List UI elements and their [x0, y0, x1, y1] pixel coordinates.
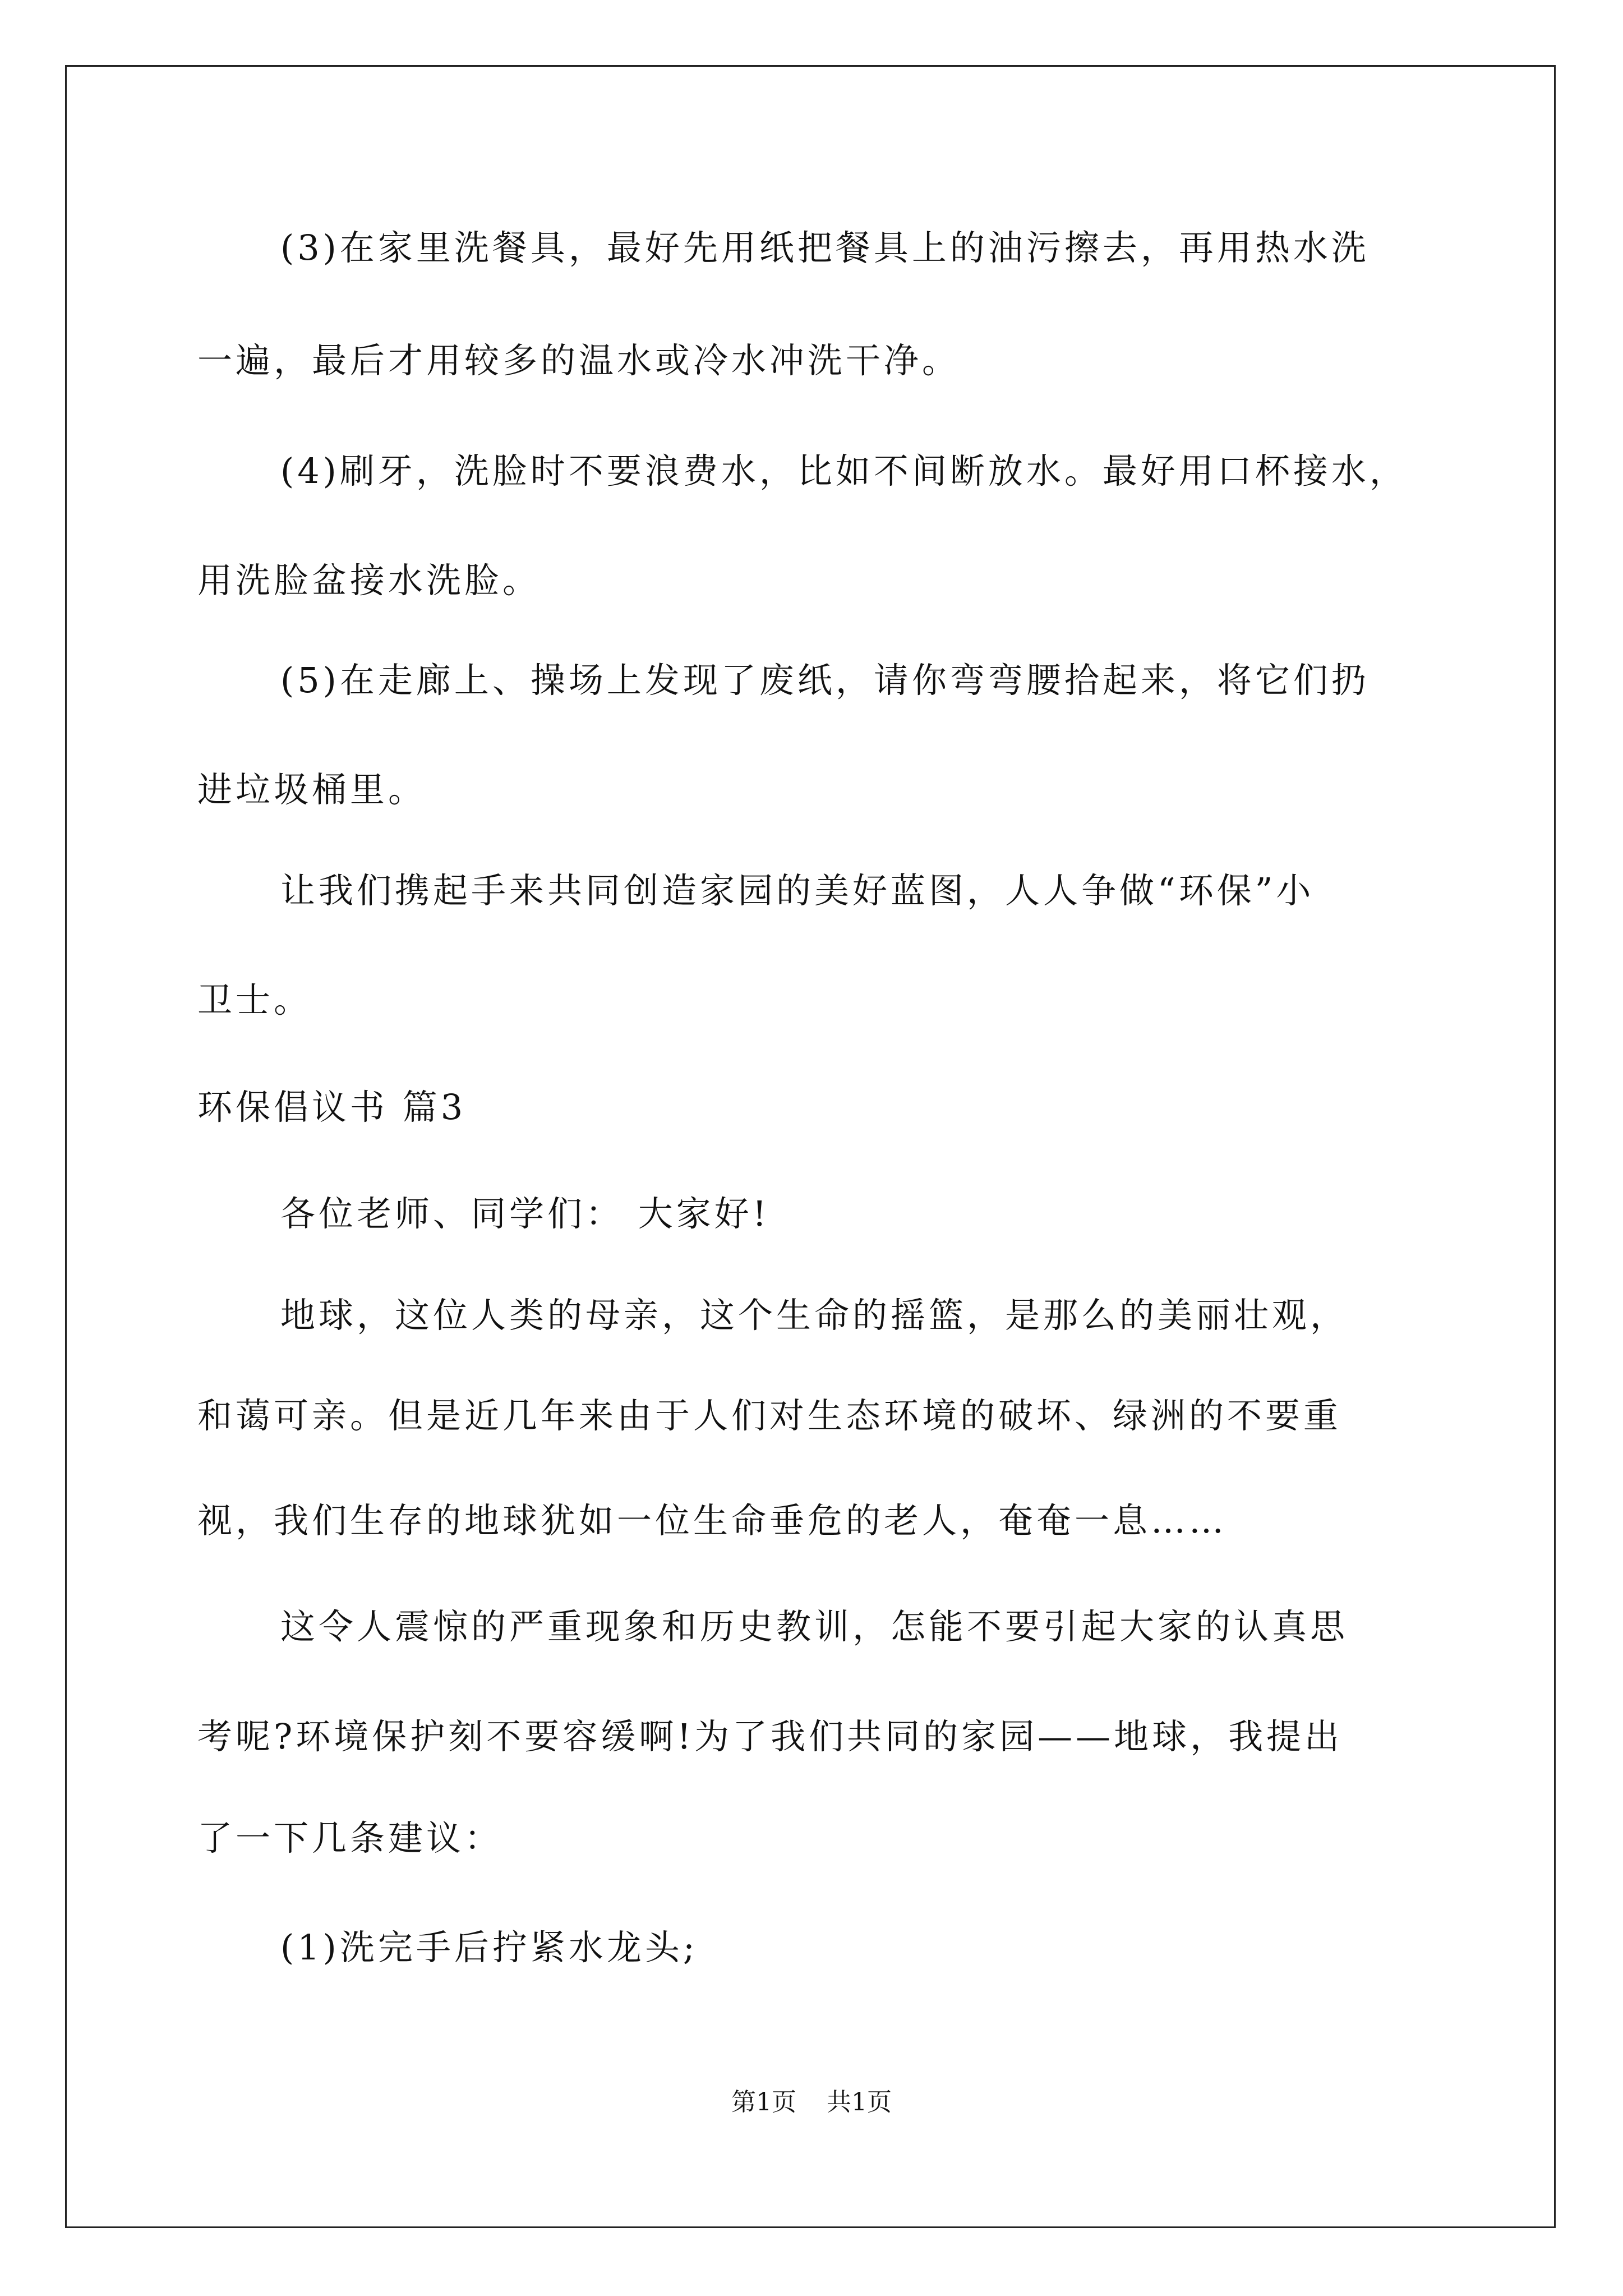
paragraph-line: 了一下几条建议：: [197, 1818, 503, 1858]
paragraph-line: 视，我们生存的地球犹如一位生命垂危的老人，奄奄一息……: [197, 1500, 1228, 1541]
greeting-line: 各位老师、同学们： 大家好!: [280, 1193, 770, 1234]
page-frame: [65, 65, 1556, 2228]
paragraph-line: 地球，这位人类的母亲，这个生命的摇篮，是那么的美丽壮观，: [280, 1295, 1349, 1336]
page-total: 共1页: [827, 2088, 892, 2116]
paragraph-line: 一遍，最后才用较多的温水或冷水冲洗干净。: [197, 340, 961, 381]
paragraph-line: 用洗脸盆接水洗脸。: [197, 560, 541, 601]
paragraph-line: 和蔼可亲。但是近几年来由于人们对生态环境的破坏、绿洲的不要重: [197, 1395, 1342, 1436]
paragraph-line: 卫士。: [197, 979, 312, 1020]
section-heading: 环保倡议书 篇3: [197, 1087, 467, 1128]
paragraph-line: (1)洗完手后拧紧水龙头;: [280, 1927, 698, 1968]
page-number: 第1页: [731, 2088, 796, 2116]
paragraph-line: 进垃圾桶里。: [197, 769, 427, 810]
paragraph-line: (3)在家里洗餐具，最好先用纸把餐具上的油污擦去，再用热水洗: [280, 227, 1370, 268]
page-footer: [0, 2086, 1623, 2119]
paragraph-line: 这令人震惊的严重现象和历史教训，怎能不要引起大家的认真思: [280, 1606, 1349, 1647]
paragraph-line: 让我们携起手来共同创造家园的美好蓝图，人人争做“环保”小: [280, 870, 1315, 911]
paragraph-line: (5)在走廊上、操场上发现了废纸，请你弯弯腰拾起来，将它们扔: [280, 660, 1370, 701]
paragraph-line: (4)刷牙，洗脸时不要浪费水，比如不间断放水。最好用口杯接水，: [280, 450, 1408, 491]
paragraph-line: 考呢?环境保护刻不要容缓啊!为了我们共同的家园——地球，我提出: [197, 1716, 1343, 1757]
